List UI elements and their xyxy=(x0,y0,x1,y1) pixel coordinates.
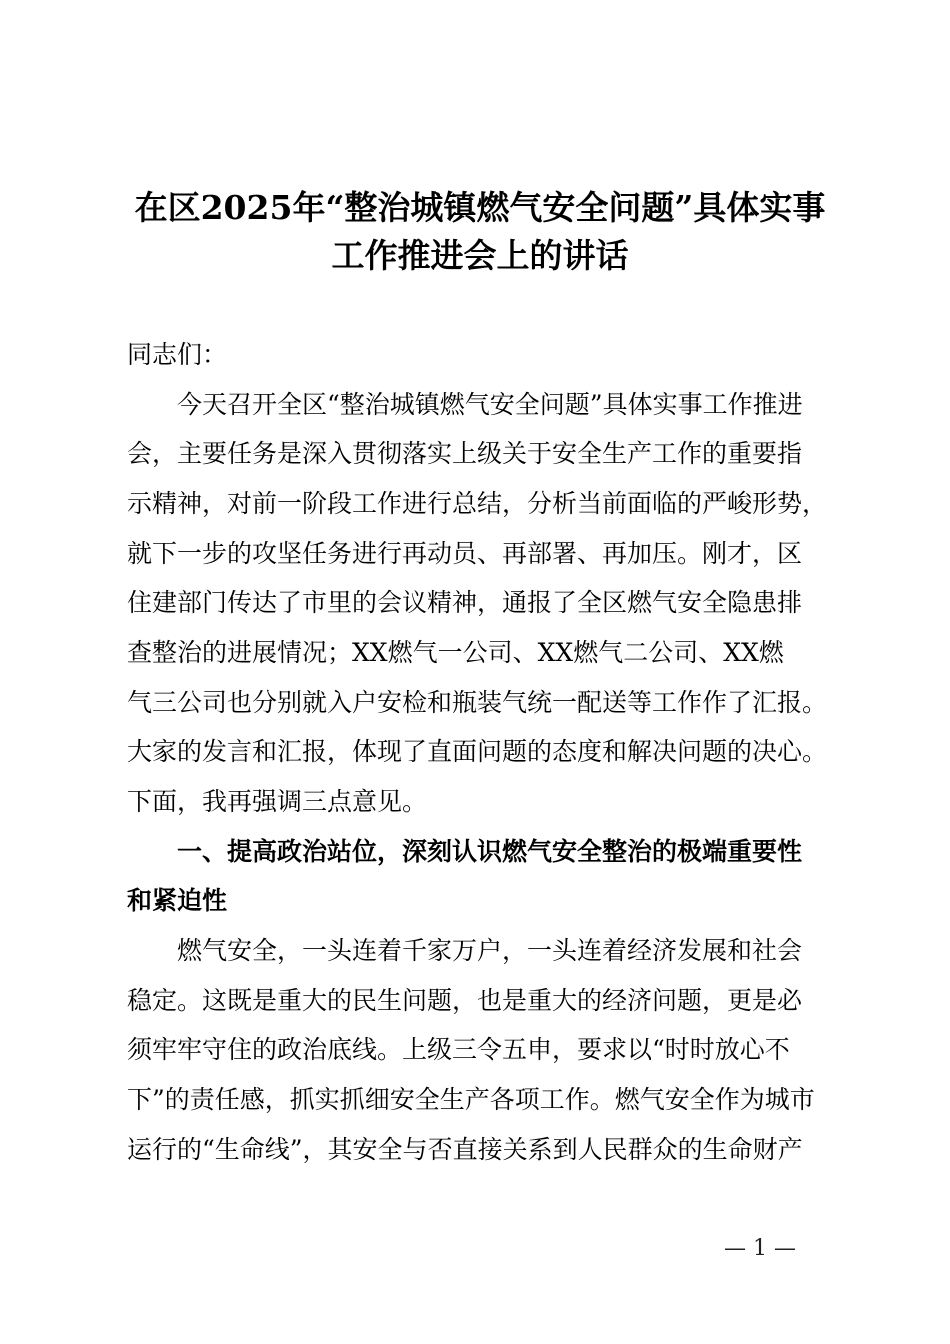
paragraph-1-line: 住建部门传达了市里的会议精神，通报了全区燃气安全隐患排 xyxy=(127,588,803,617)
paragraph-2-line: 稳定。这既是重大的民生问题，也是重大的经济问题，更是必 xyxy=(127,986,803,1015)
paragraph-1-line: 大家的发言和汇报，体现了直面问题的态度和解决问题的决心。 xyxy=(127,737,828,766)
paragraph-1-line: 今天召开全区“整治城镇燃气安全问题”具体实事工作推进 xyxy=(177,390,803,419)
document-title-line-1: 在区2025年“整治城镇燃气安全问题”具体实事 xyxy=(134,188,826,227)
paragraph-2-line: 运行的“生命线”，其安全与否直接关系到人民群众的生命财产 xyxy=(127,1135,803,1164)
document-title-line-2: 工作推进会上的讲话 xyxy=(331,236,629,275)
salutation: 同志们： xyxy=(127,340,228,369)
paragraph-2-line: 下”的责任感，抓实抓细安全生产各项工作。燃气安全作为城市 xyxy=(127,1085,815,1114)
paragraph-1-line: 下面，我再强调三点意见。 xyxy=(127,787,428,816)
paragraph-1-line: 查整治的进展情况；XX燃气一公司、XX燃气二公司、XX燃 xyxy=(127,638,784,667)
paragraph-1-line: 示精神，对前一阶段工作进行总结，分析当前面临的严峻形势， xyxy=(127,489,828,518)
paragraph-2-line: 燃气安全，一头连着千家万户，一头连着经济发展和社会 xyxy=(177,936,803,965)
section-heading-1-line: 一、提高政治站位，深刻认识燃气安全整治的极端重要性 xyxy=(177,837,803,866)
section-heading-1-line: 和紧迫性 xyxy=(127,886,228,915)
paragraph-1-line: 就下一步的攻坚任务进行再动员、再部署、再加压。刚才，区 xyxy=(127,539,803,568)
page-number: — 1 — xyxy=(724,1236,796,1261)
paragraph-1-line: 气三公司也分别就入户安检和瓶装气统一配送等工作作了汇报。 xyxy=(127,688,828,717)
paragraph-1-line: 会，主要任务是深入贯彻落实上级关于安全生产工作的重要指 xyxy=(127,439,803,468)
paragraph-2-line: 须牢牢守住的政治底线。上级三令五申，要求以“时时放心不 xyxy=(127,1035,790,1064)
